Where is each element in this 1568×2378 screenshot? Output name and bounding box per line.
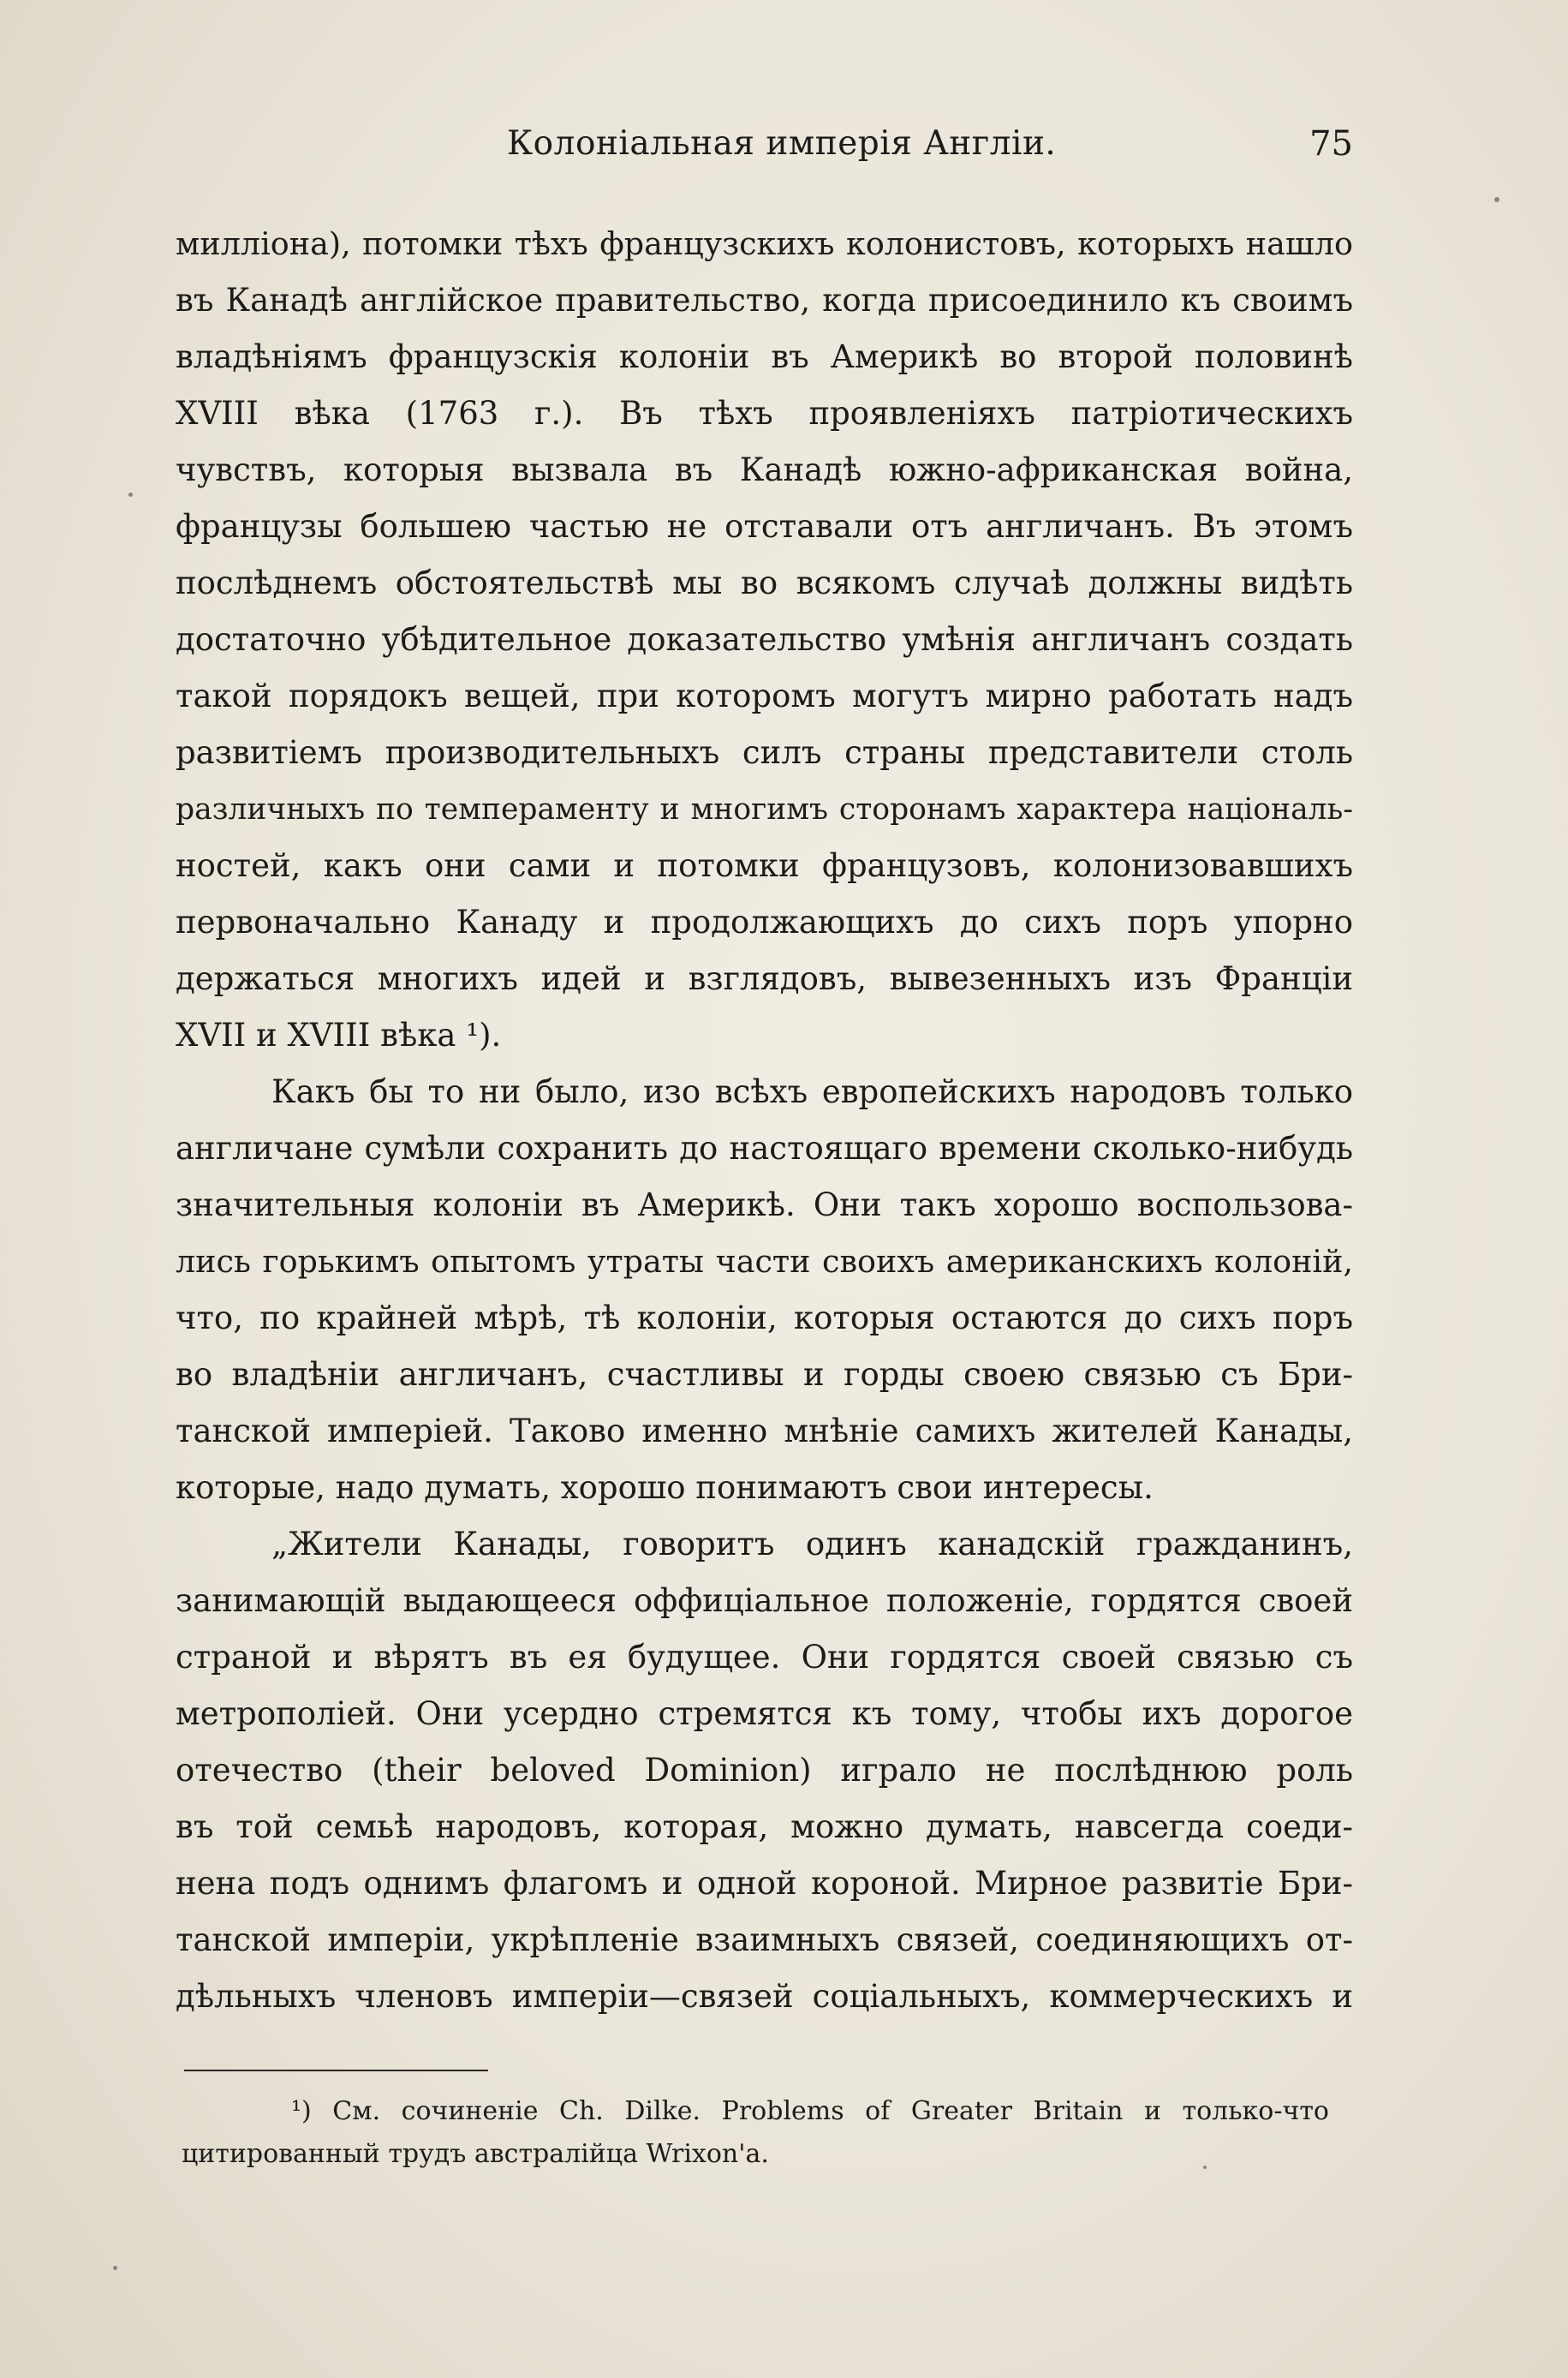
text-line: Какъ бы то ни было, изо всѣхъ европейскихъ народовъ только (271, 1073, 1353, 1110)
text-line: милліона), потомки тѣхъ французскихъ колонистовъ, которыхъ нашло (176, 225, 1353, 262)
print-speck (1203, 2166, 1207, 2169)
print-speck (113, 2266, 117, 2270)
text-line: танской имперіи, укрѣпленіе взаимныхъ связей, соединяющихъ от- (176, 1921, 1353, 1958)
text-line: французы большею частью не отставали отъ англичанъ. Въ этомъ (176, 508, 1353, 545)
text-line: отечество (their beloved Dominion) играло не послѣднюю роль (176, 1752, 1353, 1789)
text-line: достаточно убѣдительное доказательство умѣнія англичанъ создать (176, 621, 1353, 658)
text-line: метрополіей. Они усердно стремятся къ тому, чтобы ихъ дорогое (176, 1695, 1353, 1732)
text-line: англичане сумѣли сохранить до настоящаго времени сколько-нибудь (176, 1130, 1353, 1167)
text-line: развитіемъ производительныхъ силъ страны представители столь (176, 734, 1353, 771)
text-line: послѣднемъ обстоятельствѣ мы во всякомъ случаѣ должны видѣть (176, 565, 1353, 601)
text-line: что, по крайней мѣрѣ, тѣ колоніи, которыя остаются до сихъ поръ (176, 1300, 1353, 1336)
text-line: страной и вѣрятъ въ ея будущее. Они гордятся своей связью съ (176, 1639, 1353, 1676)
footnote-separator (184, 2070, 488, 2071)
page-number: 75 (1309, 124, 1353, 164)
text-line: чувствъ, которыя вызвала въ Канадѣ южно-африканская война, (176, 451, 1353, 488)
text-line: дѣльныхъ членовъ имперіи—связей соціальныхъ, коммерческихъ и (176, 1978, 1353, 2015)
footnote-line: ¹) См. сочиненіе Ch. Dilke. Problems of Greater Britain и только-что (291, 2096, 1329, 2126)
footnotes (182, 2090, 1329, 2176)
text-line: танской имперіей. Таково именно мнѣніе самихъ жителей Канады, (176, 1413, 1353, 1449)
text-line: держаться многихъ идей и взглядовъ, вывезенныхъ изъ Франціи (176, 960, 1353, 997)
print-speck (128, 493, 133, 497)
body-text (176, 216, 1353, 2025)
text-line: ностей, какъ они сами и потомки французовъ, колонизовавшихъ (176, 847, 1353, 884)
text-line: значительныя колоніи въ Америкѣ. Они такъ хорошо воспользова- (176, 1186, 1353, 1223)
text-line: въ той семьѣ народовъ, которая, можно думать, навсегда соеди- (176, 1808, 1353, 1845)
text-line: въ Канадѣ англійское правительство, когда присоединило къ своимъ (176, 282, 1353, 319)
text-line: различныхъ по темпераменту и многимъ сторонамъ характера національ- (176, 792, 1353, 827)
text-line: лись горькимъ опытомъ утраты части своихъ американскихъ колоній, (176, 1243, 1353, 1280)
footnote-line: цитированный трудъ австралійца Wrixon'a. (182, 2139, 769, 2169)
page-header (180, 124, 1353, 176)
running-title: Колоніальная имперія Англіи. (507, 124, 1057, 163)
text-line: которые, надо думать, хорошо понимаютъ свои интересы. (176, 1469, 1154, 1506)
text-line: во владѣніи англичанъ, счастливы и горды своею связью съ Бри- (176, 1356, 1353, 1393)
text-line: первоначально Канаду и продолжающихъ до сихъ поръ упорно (176, 904, 1353, 941)
text-line: XVIII вѣка (1763 г.). Въ тѣхъ проявленіяхъ патріотическихъ (176, 395, 1353, 432)
text-line: XVII и XVIII вѣка ¹). (176, 1017, 502, 1054)
print-speck (1494, 197, 1499, 202)
text-line: такой порядокъ вещей, при которомъ могутъ мирно работать надъ (176, 678, 1353, 714)
text-line: „Жители Канады, говоритъ одинъ канадскій гражданинъ, (271, 1526, 1353, 1562)
text-line: занимающій выдающееся оффиціальное положеніе, гордятся своей (176, 1582, 1353, 1619)
text-line: владѣніямъ французскія колоніи въ Америкѣ во второй половинѣ (176, 338, 1353, 375)
text-line: нена подъ однимъ флагомъ и одной короной. Мирное развитіе Бри- (176, 1865, 1353, 1902)
